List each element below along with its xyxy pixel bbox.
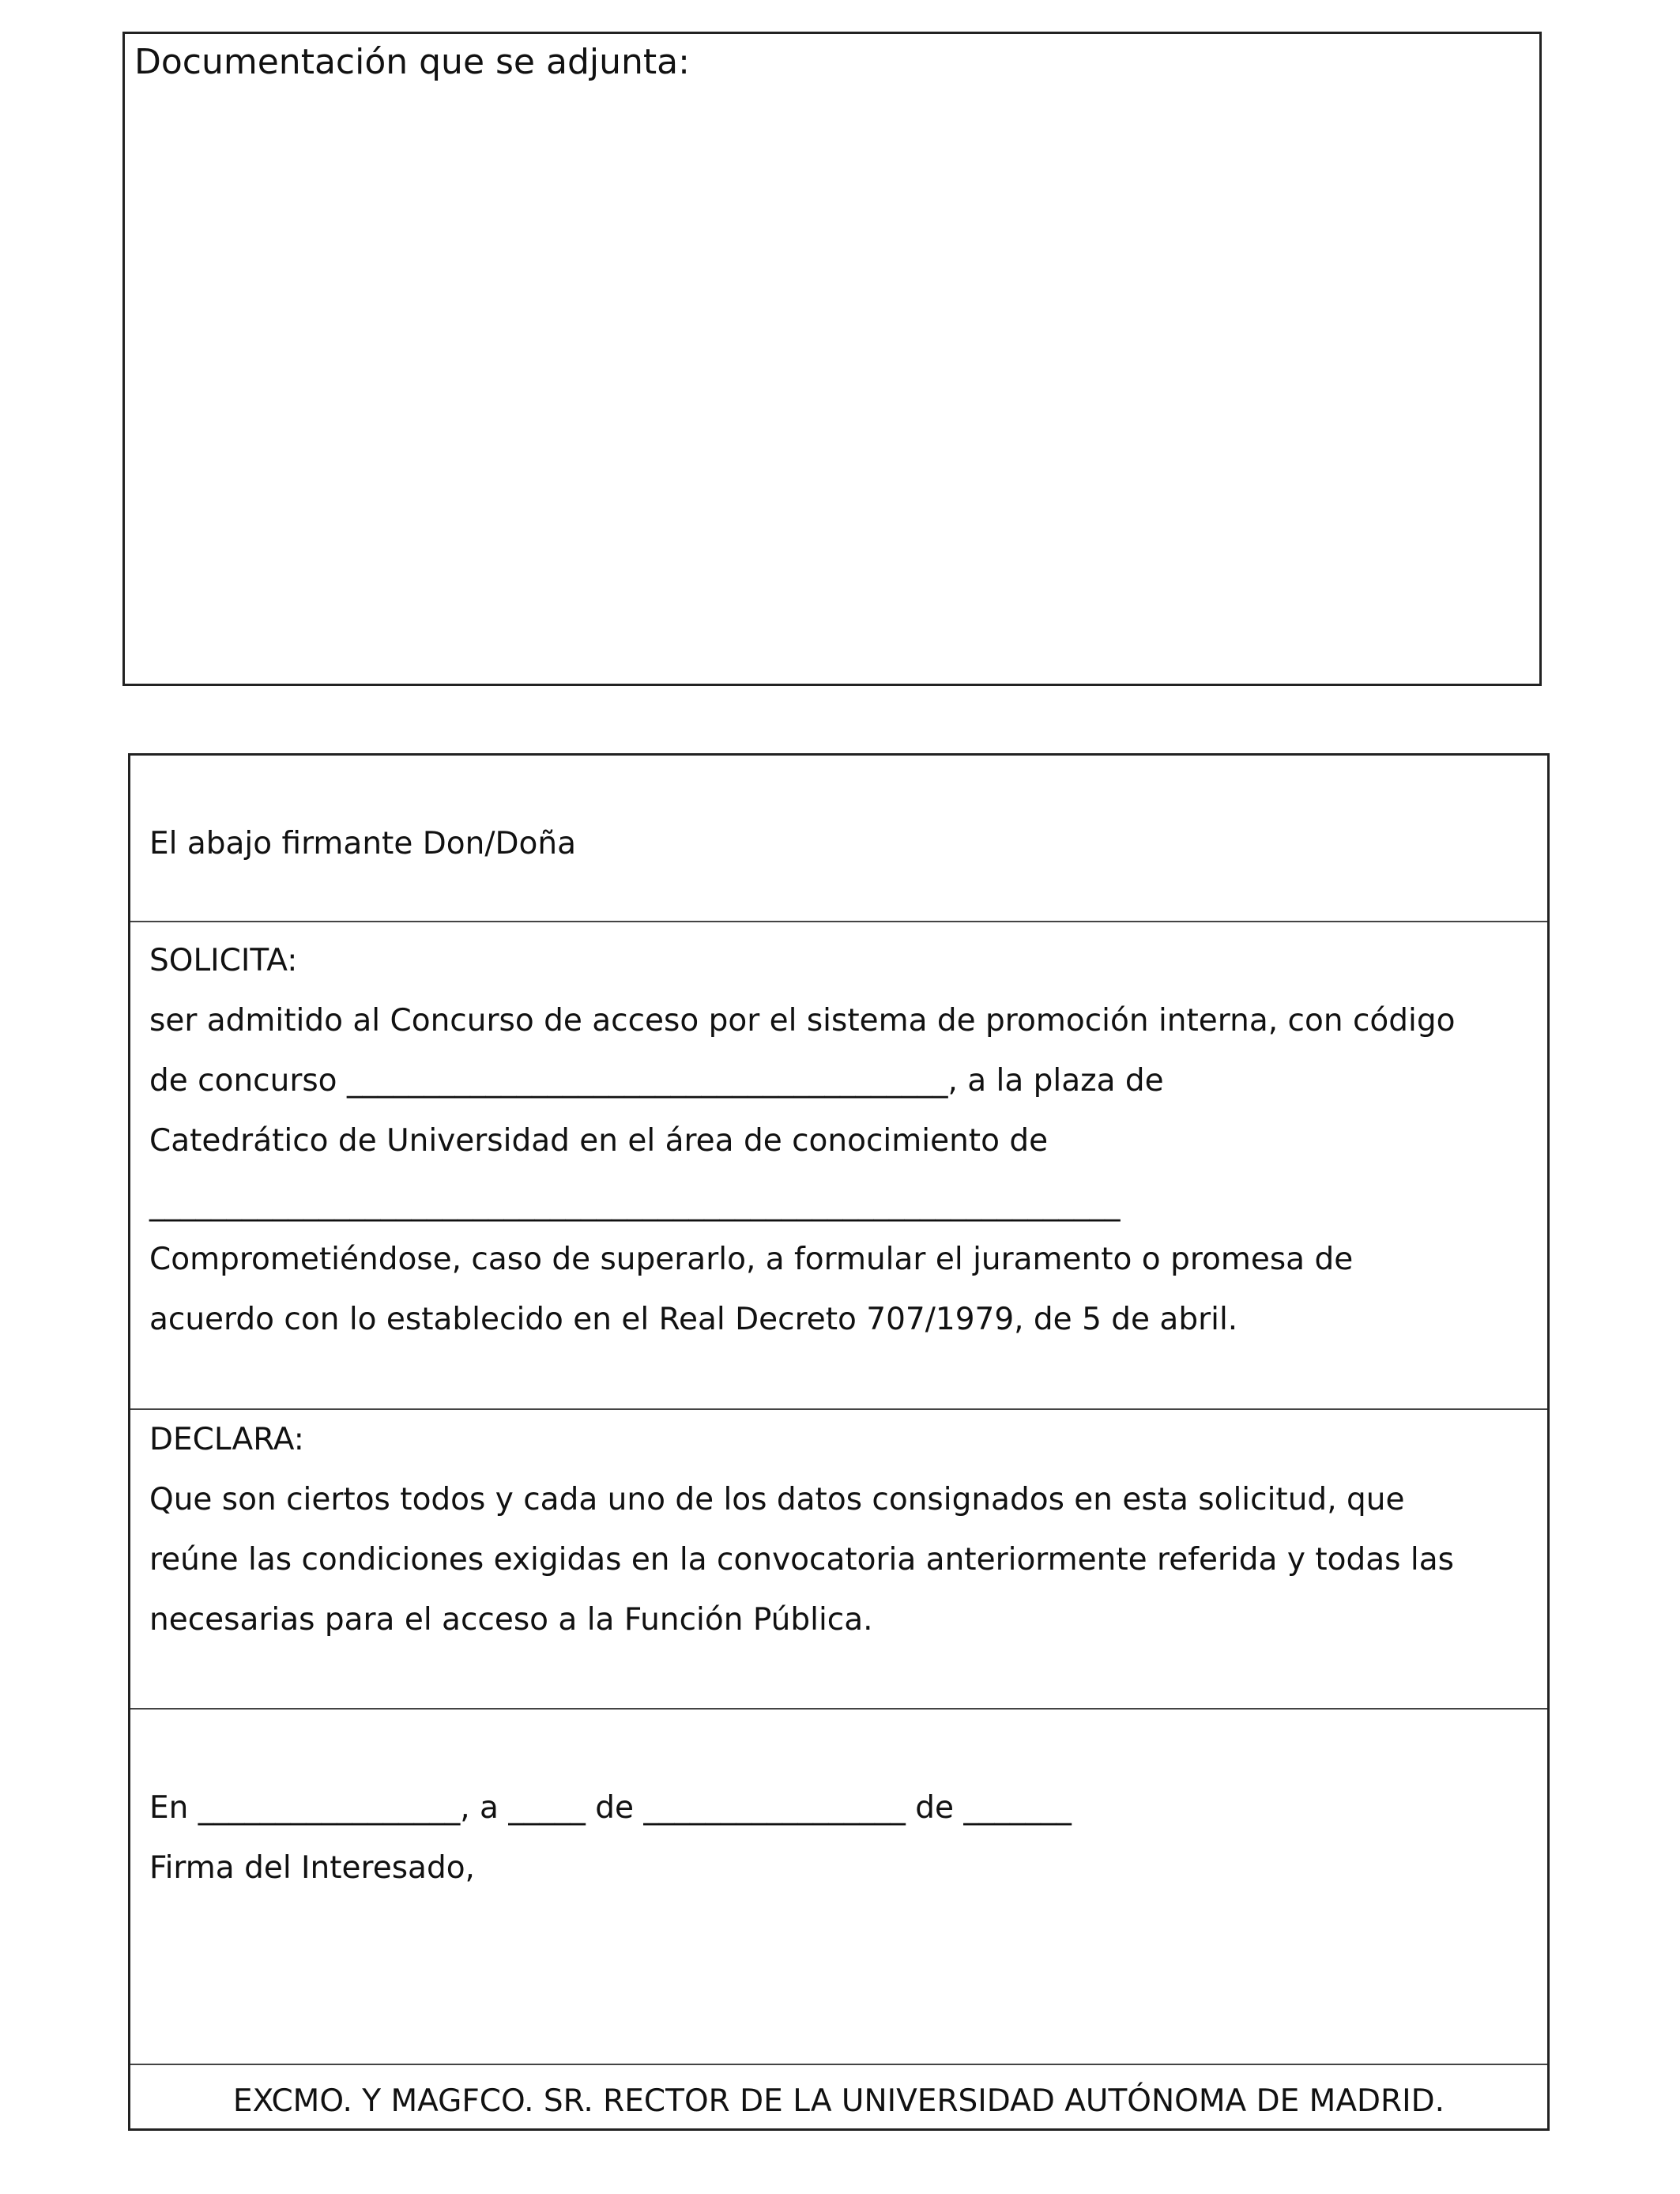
section-divider xyxy=(130,921,1547,922)
addressee-footer: EXCMO. Y MAGFCO. SR. RECTOR DE LA UNIVERSIDAD AUTÓNOMA DE MADRID. xyxy=(232,2083,1445,2119)
place-date-line: En _________________, a _____ de _________________ de _______ xyxy=(149,1790,1072,1826)
solicita-line: Catedrático de Universidad en el área de conocimiento de xyxy=(149,1123,1049,1159)
solicita-heading: SOLICITA: xyxy=(149,943,298,978)
solicita-line: ser admitido al Concurso de acceso por el sistema de promoción interna, con código xyxy=(149,1003,1456,1039)
attached-documentation-title: Documentación que se adjunta: xyxy=(134,42,690,82)
attached-documentation-box xyxy=(122,32,1542,686)
solicita-line: Comprometiéndose, caso de superarlo, a formular el juramento o promesa de xyxy=(149,1242,1354,1277)
declara-line: Que son ciertos todos y cada uno de los datos consignados en esta solicitud, que xyxy=(149,1482,1405,1517)
signature-label: Firma del Interesado, xyxy=(149,1850,475,1886)
solicita-line: _______________________________________________________________ xyxy=(149,1186,1121,1222)
signer-line: El abajo firmante Don/Doña xyxy=(149,826,576,861)
declara-heading: DECLARA: xyxy=(149,1422,304,1457)
solicita-line: acuerdo con lo establecido en el Real Decreto 707/1979, de 5 de abril. xyxy=(149,1302,1238,1337)
declara-line: reúne las condiciones exigidas en la convocatoria anteriormente referida y todas las xyxy=(149,1542,1454,1578)
application-form xyxy=(128,753,1550,2131)
solicita-line: de concurso _______________________________________, a la plaza de xyxy=(149,1063,1164,1099)
declara-line: necesarias para el acceso a la Función Pública. xyxy=(149,1602,873,1638)
section-divider xyxy=(130,1708,1547,1710)
section-divider xyxy=(130,1408,1547,1410)
section-divider xyxy=(130,2064,1547,2065)
